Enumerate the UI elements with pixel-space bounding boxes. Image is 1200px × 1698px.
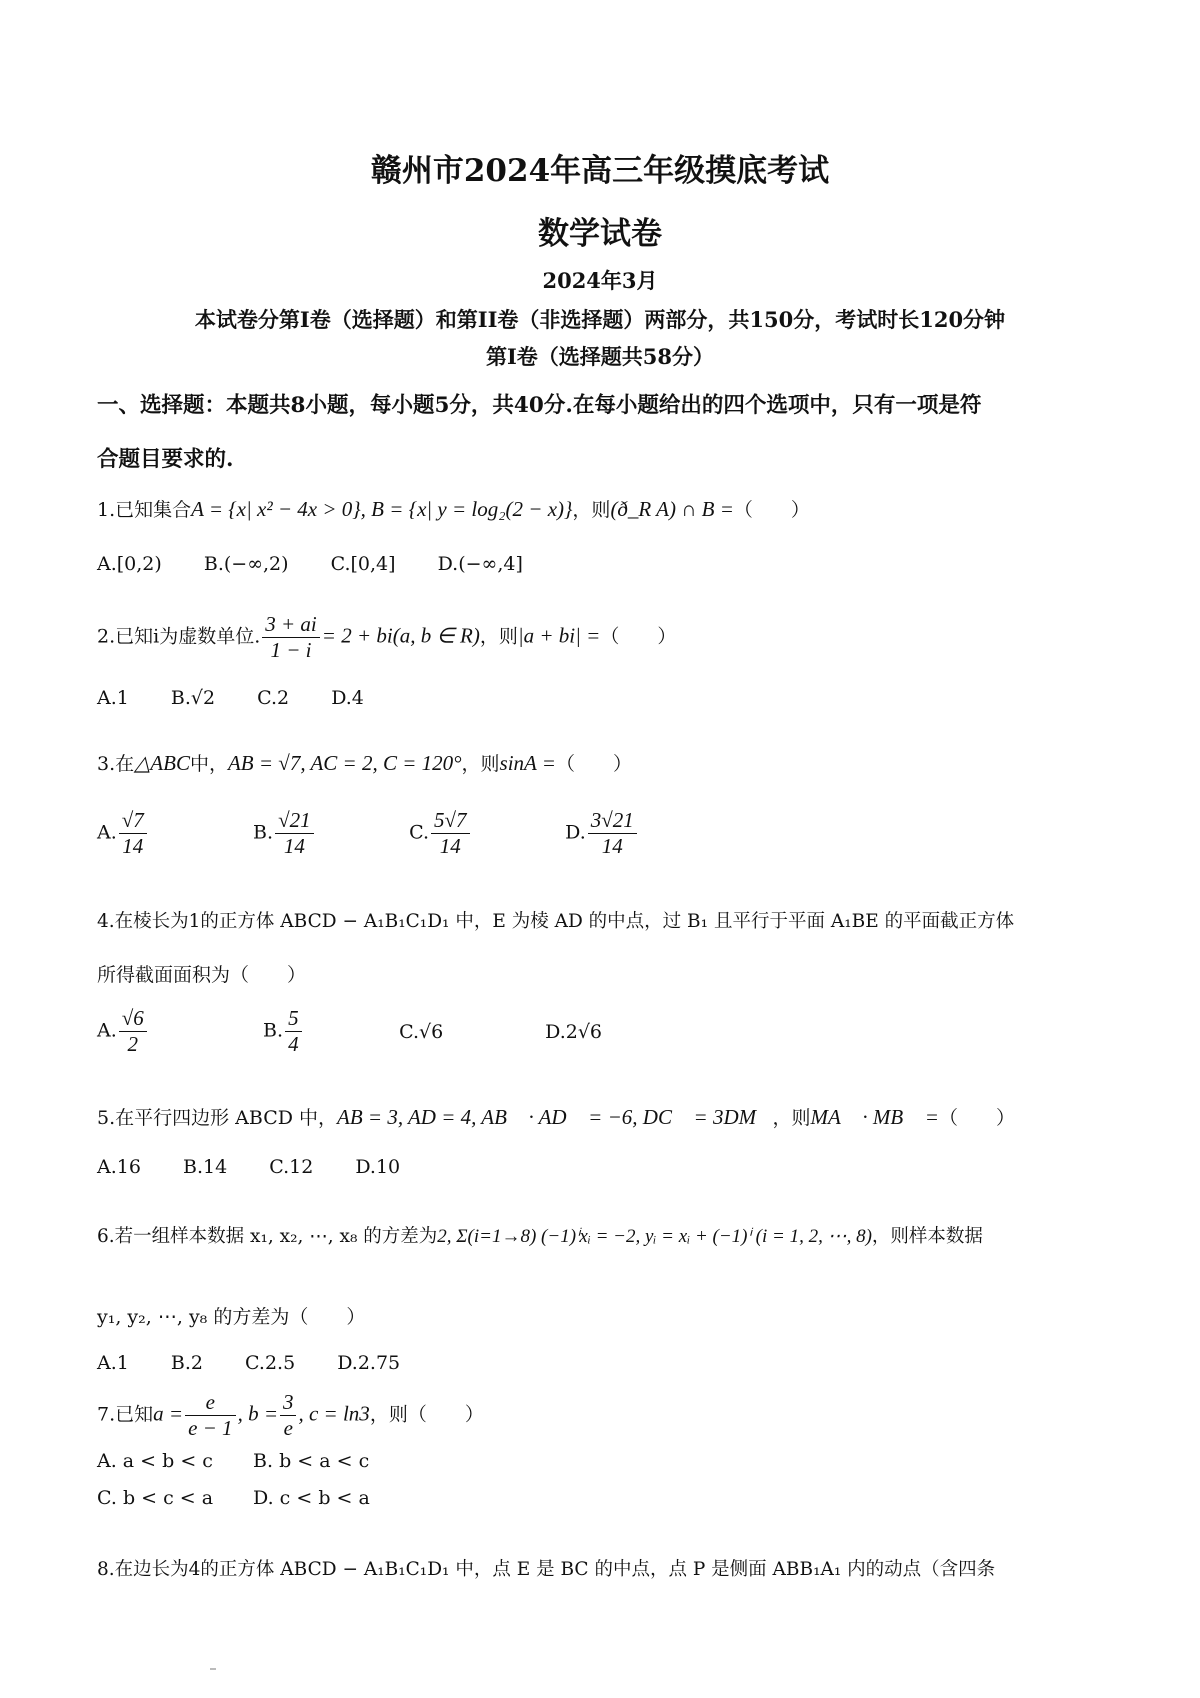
q2-option-c: C.2: [257, 687, 290, 709]
q7-b-pre: , b =: [237, 1401, 278, 1426]
q4-option-a-den: 2: [127, 1032, 139, 1056]
question-5: [97, 1103, 1015, 1130]
q7-stem2: ，则（ ）: [369, 1403, 484, 1426]
q3-triangle: △ABC: [134, 751, 190, 775]
question-6-line2: y₁, y₂, ⋯, y₈ 的方差为（ ）: [97, 1306, 366, 1328]
q1-option-d: D.(−∞,4]: [437, 553, 523, 575]
q3-option-c: [409, 808, 559, 859]
q6-option-b: B.2: [170, 1352, 203, 1374]
q4-option-a-fraction: [119, 1006, 147, 1057]
q7-c-part: , c = ln3: [298, 1401, 370, 1426]
q1-option-b: B.(−∞,2): [203, 553, 289, 575]
question-3: [97, 749, 632, 776]
q7-stem: 7.已知: [97, 1403, 154, 1426]
q1-option-c: C.[0,4]: [330, 553, 396, 575]
q7-option-c: C. b < c < a: [97, 1487, 214, 1509]
q1-expression: (ð_R A) ∩ B =: [610, 497, 734, 521]
q6-option-a: A.1: [97, 1352, 129, 1374]
q3-option-a-num: √7: [119, 808, 147, 834]
section-heading-line1: 一、选择题：本题共8小题，每小题5分，共40分.在每小题给出的四个选项中，只有一项是符: [97, 393, 982, 418]
q3-option-c-num: 5√7: [431, 808, 470, 834]
q3-option-c-den: 14: [439, 834, 461, 858]
q2-options: [97, 687, 400, 709]
q6-stem: 6.若一组样本数据 x₁, x₂, ⋯, x₈ 的方差为: [97, 1226, 438, 1247]
q4-option-a-num: √6: [119, 1006, 147, 1032]
q3-stem-pre: 3.在: [97, 753, 135, 775]
q4-option-b: [263, 1006, 393, 1057]
q2-blank: （ ）: [600, 625, 677, 648]
q7-options-row1: [97, 1450, 403, 1472]
q5-option-b: B.14: [182, 1156, 228, 1178]
q3-option-a-label: A.: [97, 821, 117, 844]
q3-sin: sinA =: [499, 751, 556, 775]
q1-stem-mid: ，则: [572, 499, 611, 521]
q2-stem-mid: 为虚数单位.: [159, 625, 261, 648]
exam-instructions: 本试卷分第I卷（选择题）和第II卷（非选择题）两部分，共150分，考试时长120分钟: [194, 307, 1006, 332]
question-1: [97, 495, 810, 522]
question-8-line1: 8.在边长为4的正方体 ABCD − A₁B₁C₁D₁ 中，点 E 是 BC 的中点，点 P 是侧面 ABB₁A₁ 内的动点（含四条: [97, 1559, 996, 1580]
q2-modulus: |a + bi| =: [517, 623, 601, 648]
q3-option-d-den: 14: [601, 834, 623, 858]
part-one-heading: 第I卷（选择题共58分）: [485, 344, 715, 369]
q2-stem-mid2: ，则: [479, 625, 518, 648]
q2-equation: = 2 + bi(a, b ∈ R): [321, 623, 480, 648]
q3-stem-mid2: ，则: [461, 753, 500, 775]
q4-option-a: [97, 1006, 257, 1057]
q5-stem2: ，则: [772, 1107, 811, 1129]
q3-option-c-fraction: [431, 808, 470, 859]
q3-option-c-label: C.: [409, 821, 429, 844]
q3-conditions: AB = √7, AC = 2, C = 120°: [227, 751, 462, 775]
q1-blank: （ ）: [733, 499, 810, 521]
q5-option-d: D.10: [355, 1156, 401, 1178]
exam-date: 2024年3月: [542, 268, 658, 293]
q7-b-den: e: [283, 1416, 293, 1440]
q5-stem: 5.在平行四边形 ABCD 中，: [97, 1107, 338, 1129]
question-4-line2: 所得截面面积为（ ）: [97, 964, 307, 986]
q3-option-a: [97, 808, 247, 859]
q4-option-d: D.2√6: [545, 1020, 603, 1043]
q7-option-a: A. a < b < c: [97, 1450, 213, 1472]
q6-conditions: 2, Σ(i=1→8) (−1)ⁱxᵢ = −2, yᵢ = xᵢ + (−1)ⁱ (i = 1, 2, ⋯, 8): [437, 1226, 872, 1247]
q7-b-num: 3: [280, 1390, 297, 1416]
q3-options: [97, 808, 715, 859]
q6-option-c: C.2.5: [245, 1352, 296, 1374]
q2-denominator: 1 − i: [270, 638, 312, 662]
q4-options: [97, 1006, 695, 1057]
q5-blank: （ ）: [938, 1107, 1015, 1129]
q4-option-c: C.√6: [399, 1020, 444, 1043]
q1-sets: A = {x| x² − 4x > 0}, B = {x| y = log₂(2 − x)}: [191, 497, 573, 521]
q7-b-fraction: [280, 1390, 297, 1441]
q3-option-b-den: 14: [283, 834, 305, 858]
q3-option-b: [253, 808, 403, 859]
q2-fraction: [262, 612, 320, 663]
q7-a-pre: a =: [153, 1401, 184, 1426]
q2-stem-pre: 2.已知: [97, 625, 154, 648]
q2-option-d: D.4: [331, 687, 364, 709]
q3-option-d-num: 3√21: [588, 808, 637, 834]
q4-option-b-den: 4: [288, 1032, 299, 1056]
q7-a-den: e − 1: [188, 1416, 233, 1440]
question-4-line1: 4.在棱长为1的正方体 ABCD − A₁B₁C₁D₁ 中，E 为棱 AD 的中点，过 B₁ 且平行于平面 A₁BE 的平面截正方体: [97, 911, 1015, 932]
q4-option-b-num: 5: [285, 1006, 302, 1032]
q6-options: [97, 1352, 436, 1374]
section-heading-line2: 合题目要求的.: [97, 447, 234, 472]
q1-stem-pre: 1.已知集合: [97, 499, 192, 521]
q3-option-d-label: D.: [565, 821, 586, 844]
footer-mark: [210, 1668, 216, 1670]
q3-option-b-label: B.: [253, 821, 274, 844]
q4-option-b-fraction: [285, 1006, 302, 1057]
q5-conditions: AB = 3, AD = 4, AB⃗ · AD⃗ = −6, DC⃗ = 3DM⃗: [337, 1105, 773, 1129]
q2-option-b: B.√2: [170, 687, 216, 709]
question-7: [97, 1390, 484, 1441]
q3-option-d: [565, 808, 715, 859]
q5-option-a: A.16: [97, 1156, 141, 1178]
q5-product: MA⃗ · MB⃗ =: [810, 1105, 939, 1129]
q3-option-a-fraction: [119, 808, 147, 859]
q5-option-c: C.12: [269, 1156, 314, 1178]
subject-title: 数学试卷: [538, 216, 662, 252]
q7-option-d: D. c < b < a: [253, 1487, 370, 1509]
q2-numerator: 3 + ai: [262, 612, 320, 638]
q4-option-b-label: B.: [263, 1019, 284, 1042]
q2-imag-unit: i: [153, 625, 160, 648]
q7-option-b: B. b < a < c: [253, 1450, 370, 1472]
q1-option-a: A.[0,2): [97, 553, 162, 575]
question-2: [97, 612, 676, 663]
q7-options-row2: [97, 1487, 403, 1509]
q4-option-a-label: A.: [97, 1019, 117, 1042]
q3-option-b-fraction: [275, 808, 314, 859]
q3-option-d-fraction: [588, 808, 637, 859]
q6-stem2: ，则样本数据: [871, 1226, 983, 1247]
q3-blank: （ ）: [555, 753, 632, 775]
question-6: [97, 1222, 983, 1248]
exam-title: 赣州市2024年高三年级摸底考试: [370, 153, 830, 189]
q2-option-a: A.1: [97, 687, 129, 709]
q7-a-num: e: [185, 1390, 236, 1416]
q5-options: [97, 1156, 436, 1178]
q6-option-d: D.2.75: [337, 1352, 401, 1374]
q3-option-a-den: 14: [122, 834, 144, 858]
q1-options: [97, 553, 559, 575]
q3-option-b-num: √21: [275, 808, 314, 834]
q3-stem-mid: 中，: [189, 753, 228, 775]
q7-a-fraction: [185, 1390, 236, 1441]
